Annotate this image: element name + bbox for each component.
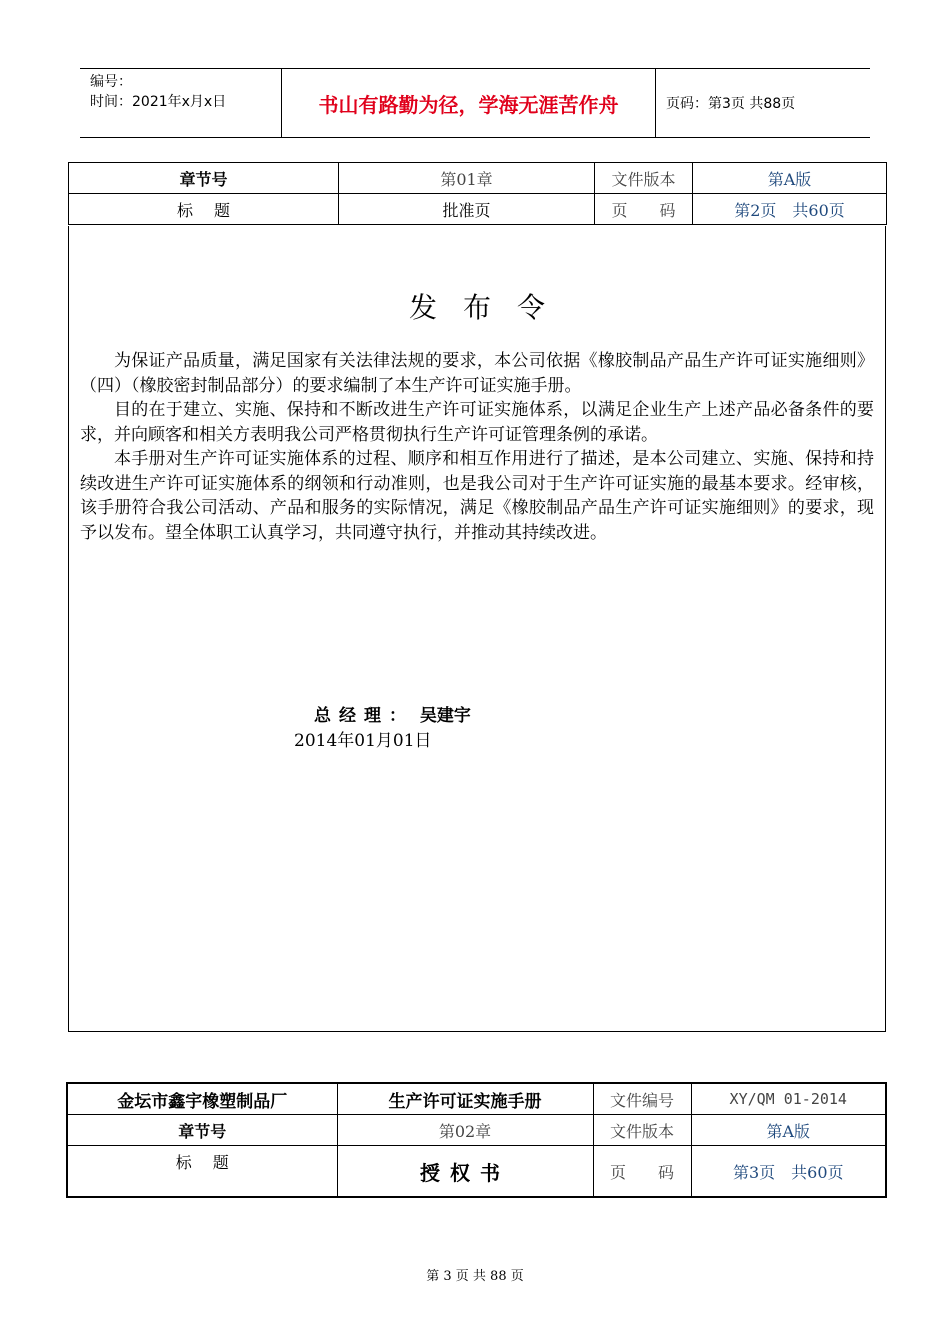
chapter-label: 章节号	[69, 163, 339, 194]
header-motto: 书山有路勤为径，学海无涯苦作舟	[281, 69, 656, 137]
page-label: 页 码	[595, 194, 693, 225]
body-paragraphs	[80, 349, 874, 545]
table-row	[69, 163, 887, 194]
title-value: 批准页	[339, 194, 595, 225]
bottom-info-table	[66, 1082, 887, 1198]
header-meta	[80, 69, 281, 137]
table-row	[67, 1083, 886, 1115]
header-number-label: 编号：	[90, 74, 132, 90]
document-heading: 发布令	[408, 291, 571, 324]
docno-value: XY/QM 01-2014	[691, 1083, 886, 1115]
paragraph: 为保证产品质量，满足国家有关法律法规的要求，本公司依据《橡胶制品产品生产许可证实施细则》（四）（橡胶密封制品部分）的要求编制了本生产许可证实施手册。	[80, 351, 874, 396]
header-time: 时间：2021年x月x日	[90, 94, 227, 110]
header-page-info: 页码：第3页 共88页	[666, 96, 796, 112]
manual-name: 生产许可证实施手册	[337, 1083, 593, 1115]
running-header	[80, 68, 870, 138]
version-label: 文件版本	[595, 163, 693, 194]
docno-label: 文件编号	[593, 1083, 691, 1115]
chapter-value: 第01章	[339, 163, 595, 194]
page-footer: 第 3 页 共 88 页	[426, 1269, 524, 1284]
version-label: 文件版本	[593, 1115, 691, 1146]
title-label: 标 题	[69, 194, 339, 225]
table-row	[67, 1146, 886, 1198]
company-name: 金坛市鑫宇橡塑制品厂	[67, 1083, 337, 1115]
paragraph: 本手册对生产许可证实施体系的过程、顺序和相互作用进行了描述，是本公司建立、实施、保持和持续改进生产许可证实施体系的纲领和行动准则，也是我公司对于生产许可证实施的最基本要求。经审核，该手册符合我公司活动、产品和服务的实际情况，满足《橡胶制品产品生产许可证实施细则》的要求，现予以发布。望全体职工认真学习，共同遵守执行，并推动其持续改进。	[80, 449, 874, 543]
paragraph: 目的在于建立、实施、保持和不断改进生产许可证实施体系，以满足企业生产上述产品必备条件的要求，并向顾客和相关方表明我公司严格贯彻执行生产许可证管理条例的承诺。	[80, 400, 874, 445]
chapter-label: 章节号	[67, 1115, 337, 1146]
signer-name: 吴建宇	[419, 706, 471, 726]
title-label: 标 题	[67, 1146, 337, 1198]
table-row	[67, 1115, 886, 1146]
issue-date: 2014年01月01日	[294, 731, 432, 751]
title-value: 授权书	[337, 1146, 593, 1198]
version-value: 第A版	[691, 1115, 886, 1146]
version-value: 第A版	[693, 163, 887, 194]
page-value: 第3页 共60页	[691, 1146, 886, 1198]
document-body	[68, 226, 886, 1032]
chapter-value: 第02章	[337, 1115, 593, 1146]
top-info-table	[68, 162, 887, 225]
signature-line	[314, 701, 471, 726]
page-label: 页 码	[593, 1146, 691, 1198]
table-row	[69, 194, 887, 225]
page-value: 第2页 共60页	[693, 194, 887, 225]
signer-label: 总经理：	[314, 706, 414, 726]
